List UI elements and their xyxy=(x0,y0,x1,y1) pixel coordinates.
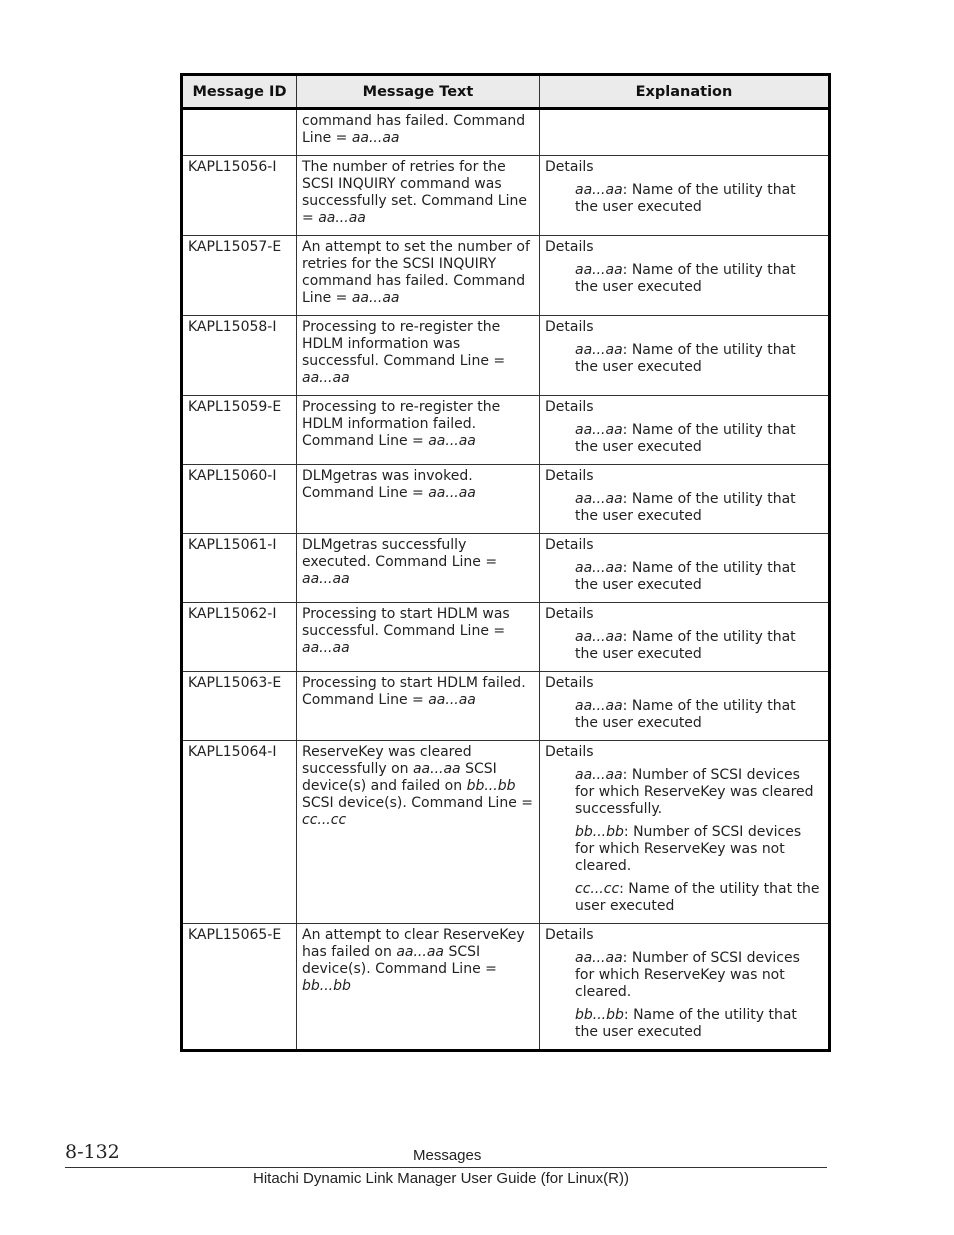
message-text-segment: Processing to start HDLM was successful. Command Line = xyxy=(302,606,510,639)
detail-text: : Name of the utility that the user executed xyxy=(575,342,796,375)
message-text-segment: Processing to re-register the HDLM information failed. Command Line = xyxy=(302,399,501,449)
explanation-cell xyxy=(540,236,830,316)
message-id-cell: KAPL15064-I xyxy=(182,741,297,924)
explanation-cell xyxy=(540,672,830,741)
explanation-cell xyxy=(540,396,830,465)
details-label: Details xyxy=(545,927,594,943)
detail-text: : Name of the utility that the user executed xyxy=(575,262,796,295)
detail-item xyxy=(575,824,823,875)
variable-placeholder: bb...bb xyxy=(302,978,351,994)
variable-placeholder: aa...aa xyxy=(428,433,476,449)
message-text-cell xyxy=(297,603,540,672)
variable-placeholder: aa...aa xyxy=(575,629,623,645)
message-text-segment: An attempt to clear ReserveKey has failed on xyxy=(302,927,525,960)
detail-item xyxy=(575,560,823,594)
variable-placeholder: aa...aa xyxy=(351,130,400,146)
variable-placeholder: aa...aa xyxy=(575,342,623,358)
variable-placeholder: bb...bb xyxy=(575,824,624,840)
table-row xyxy=(182,534,830,603)
detail-text: : Name of the utility that the user executed xyxy=(575,629,796,662)
detail-text: : Number of SCSI devices for which ReserveKey was not cleared. xyxy=(575,950,800,1000)
variable-placeholder: cc...cc xyxy=(302,812,347,828)
message-text-segment: Processing to start HDLM failed. Command Line = xyxy=(302,675,526,708)
message-text-cell xyxy=(297,465,540,534)
variable-placeholder: aa...aa xyxy=(575,950,623,966)
details-label: Details xyxy=(545,537,594,553)
message-text-segment: SCSI device(s). Command Line = xyxy=(302,944,497,977)
table-row xyxy=(182,316,830,396)
table-row xyxy=(182,236,830,316)
explanation-cell xyxy=(540,465,830,534)
variable-placeholder: aa...aa xyxy=(575,422,623,438)
variable-placeholder: aa...aa xyxy=(575,767,623,783)
variable-placeholder: aa...aa xyxy=(302,370,350,386)
message-text-cell xyxy=(297,741,540,924)
table-row xyxy=(182,156,830,236)
details-label: Details xyxy=(545,675,594,691)
details-label: Details xyxy=(545,319,594,335)
message-text-segment: ReserveKey was cleared successfully on xyxy=(302,744,472,777)
detail-item xyxy=(575,1007,823,1041)
detail-text: : Name of the utility that the user executed xyxy=(575,182,796,215)
footer-divider xyxy=(65,1167,827,1168)
page-number: 8-132 xyxy=(65,1141,120,1163)
variable-placeholder: bb...bb xyxy=(466,778,516,794)
message-text-cell xyxy=(297,924,540,1051)
variable-placeholder: cc...cc xyxy=(575,881,620,897)
message-id-cell: KAPL15060-I xyxy=(182,465,297,534)
detail-item xyxy=(575,881,823,915)
detail-text: : Name of the utility that the user executed xyxy=(575,881,820,914)
message-id-cell: KAPL15056-I xyxy=(182,156,297,236)
message-text-segment: command has failed. Command Line = xyxy=(302,113,526,146)
message-text-segment: Processing to re-register the HDLM information was successful. Command Line = xyxy=(302,319,506,369)
details-label: Details xyxy=(545,468,594,484)
message-text-cell xyxy=(297,316,540,396)
explanation-cell xyxy=(540,316,830,396)
message-text-cell xyxy=(297,109,540,156)
table-row xyxy=(182,741,830,924)
message-text-segment: An attempt to set the number of retries for the SCSI INQUIRY command has failed. Command Line = xyxy=(302,239,530,306)
explanation-cell xyxy=(540,924,830,1051)
table-row xyxy=(182,672,830,741)
detail-text: : Name of the utility that the user executed xyxy=(575,422,796,455)
message-id-cell: KAPL15065-E xyxy=(182,924,297,1051)
variable-placeholder: aa...aa xyxy=(428,485,476,501)
message-text-segment: SCSI device(s) and failed on xyxy=(302,761,497,794)
message-text-cell xyxy=(297,534,540,603)
details-label: Details xyxy=(545,399,594,415)
message-id-cell: KAPL15057-E xyxy=(182,236,297,316)
message-text-segment: DLMgetras was invoked. Command Line = xyxy=(302,468,473,501)
detail-text: : Name of the utility that the user executed xyxy=(575,698,796,731)
message-text-segment: The number of retries for the SCSI INQUIRY command was successfully set. Command Line = xyxy=(302,159,527,226)
message-text-segment: SCSI device(s). Command Line = xyxy=(302,795,533,811)
message-text-segment: DLMgetras successfully executed. Command Line = xyxy=(302,537,498,570)
detail-item xyxy=(575,629,823,663)
detail-item xyxy=(575,767,823,818)
variable-placeholder: aa...aa xyxy=(575,262,623,278)
explanation-cell xyxy=(540,741,830,924)
message-id-cell xyxy=(182,109,297,156)
messages-table xyxy=(180,73,831,1052)
message-text-cell xyxy=(297,156,540,236)
header-explanation: Explanation xyxy=(540,75,830,109)
detail-text: : Name of the utility that the user executed xyxy=(575,491,796,524)
header-message-text: Message Text xyxy=(297,75,540,109)
variable-placeholder: aa...aa xyxy=(412,761,461,777)
detail-item xyxy=(575,491,823,525)
footer-guide-title: Hitachi Dynamic Link Manager User Guide (for Linux(R)) xyxy=(253,1170,629,1187)
explanation-cell xyxy=(540,156,830,236)
details-label: Details xyxy=(545,744,594,760)
variable-placeholder: aa...aa xyxy=(575,698,623,714)
detail-text: : Name of the utility that the user executed xyxy=(575,560,796,593)
details-label: Details xyxy=(545,239,594,255)
message-text-cell xyxy=(297,236,540,316)
variable-placeholder: bb...bb xyxy=(575,1007,624,1023)
variable-placeholder: aa...aa xyxy=(575,491,623,507)
table-header xyxy=(182,75,830,109)
table-row xyxy=(182,603,830,672)
detail-text: : Number of SCSI devices for which ReserveKey was not cleared. xyxy=(575,824,802,874)
detail-item xyxy=(575,422,823,456)
explanation-cell xyxy=(540,109,830,156)
header-message-id: Message ID xyxy=(182,75,297,109)
table-body xyxy=(182,109,830,1051)
details-label: Details xyxy=(545,159,594,175)
table-row xyxy=(182,465,830,534)
detail-item xyxy=(575,342,823,376)
detail-item xyxy=(575,262,823,296)
variable-placeholder: aa...aa xyxy=(302,571,350,587)
table-row xyxy=(182,109,830,156)
message-text-cell xyxy=(297,396,540,465)
footer-section-title: Messages xyxy=(413,1147,482,1164)
detail-item xyxy=(575,182,823,216)
variable-placeholder: aa...aa xyxy=(575,560,623,576)
message-id-cell: KAPL15061-I xyxy=(182,534,297,603)
details-label: Details xyxy=(545,606,594,622)
detail-text: : Number of SCSI devices for which ReserveKey was cleared successfully. xyxy=(575,767,814,817)
detail-item xyxy=(575,698,823,732)
variable-placeholder: aa...aa xyxy=(575,182,623,198)
table-row xyxy=(182,924,830,1051)
detail-item xyxy=(575,950,823,1001)
message-id-cell: KAPL15062-I xyxy=(182,603,297,672)
variable-placeholder: aa...aa xyxy=(396,944,444,960)
detail-text: : Name of the utility that the user executed xyxy=(575,1007,797,1040)
variable-placeholder: aa...aa xyxy=(351,290,400,306)
message-id-cell: KAPL15063-E xyxy=(182,672,297,741)
variable-placeholder: aa...aa xyxy=(302,640,350,656)
variable-placeholder: aa...aa xyxy=(428,692,476,708)
explanation-cell xyxy=(540,603,830,672)
message-id-cell: KAPL15058-I xyxy=(182,316,297,396)
variable-placeholder: aa...aa xyxy=(318,210,366,226)
message-id-cell: KAPL15059-E xyxy=(182,396,297,465)
table-row xyxy=(182,396,830,465)
message-text-cell xyxy=(297,672,540,741)
explanation-cell xyxy=(540,534,830,603)
